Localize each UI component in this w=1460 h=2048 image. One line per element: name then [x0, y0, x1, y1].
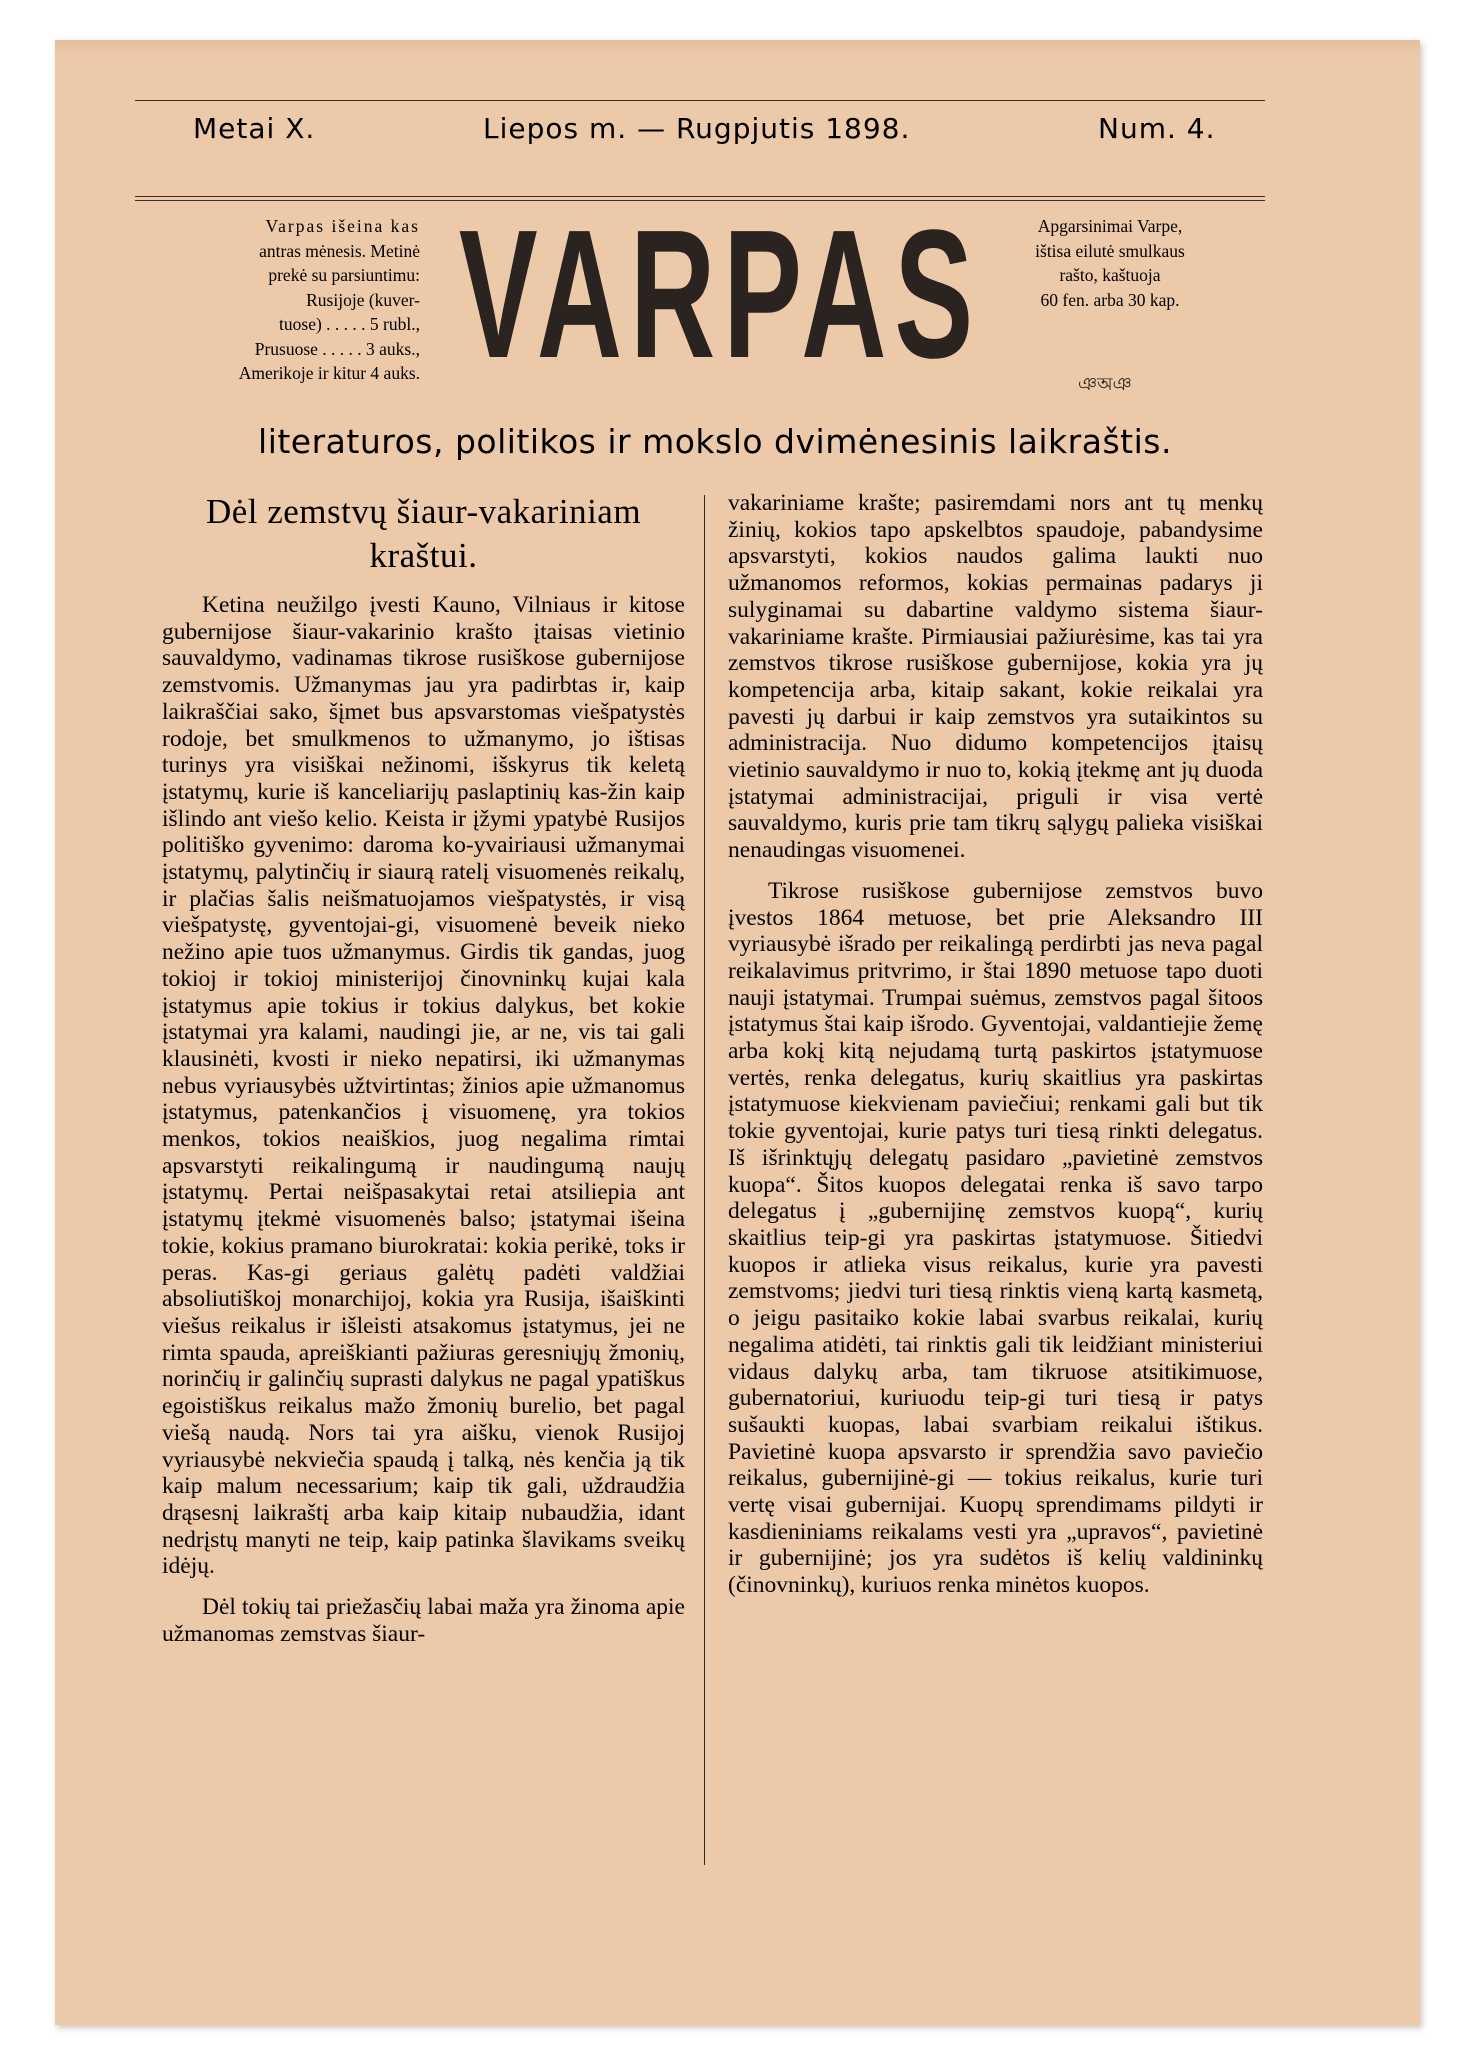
- header-rule-top: [135, 100, 1265, 101]
- newspaper-title: [450, 192, 990, 398]
- subscription-line: Rusijoje (kuver-: [306, 289, 420, 310]
- column-divider: [704, 495, 705, 1865]
- article-paragraph: Tikrose rusiškose gubernijose zemstvos buvo įvestos 1864 metuose, bet prie Aleksandro III vyriausybė išrado per reikalingą perdirbti jas neva pagal reikalavimus pritvrimo, ir štai 1890 metuose tapo duoti nauji įstatymai. Trumpai suėmus, zemstvos pagal šitoos įstatymus štai kaip išrodo. Gyventojai, valdantiejie žemę arba kokį kitą nejudamą turtą paskirtos įstatymuose vertės, renka delegatus, kurių skaitlius yra paskirtas įstatymuose kiekvienam paviečiui; renkami gali but tik tokie gyventojai, kurie patys turi tiesą rinkti delegatus. Iš išrinktųjų delegatų pasidaro „pavietinė zemstvos kuopa“. Šitos kuopos delegatai renka iš savo tarpo delegatus į „gubernijinę zemstvos kuopą“, kurių skaitlius teip-gi yra paskirtas įstatymuose. Šitiedvi kuopos ir atlieka visus reikalus, kurie yra pavesti zemstvoms; jiedvi turi tiesą rinktis vieną kartą kasmetą, o jeigu pasitaiko kokie labai svarbus reikalai, kurių negalima atidėti, tai rinktis gali tik leidžiant ministeriui vidaus dalykų arba, tam tikruose atsitikimuose, gubernatoriui, kuriuodu teip-gi turi tiesą ir patys sušaukti kuopas, labai svarbiam reikalui ištikus. Pavietinė kuopa apsvarsto ir sprendžia savo paviečio reikalus, gubernijinė-gi — tokius reikalus, kurie turi vertę visai gubernijai. Kuopų sprendimams pildyti ir kasdieniniams reikalams vesti yra „upravos“, pavietinė ir gubernijinė; jos yra sudėtos iš kelių valdininkų (činovninkų), kuriuos renka minėtos kuopos.: [728, 877, 1263, 1599]
- article-column-left: [162, 490, 685, 1647]
- masthead-number: Num. 4.: [1098, 112, 1216, 145]
- masthead-date: Liepos m. — Rugpjutis 1898.: [483, 112, 911, 145]
- article-paragraph: Ketina neužilgo įvesti Kauno, Vilniaus ir kitose gubernijose šiaur-vakarinio krašto įtaisas vietinio sauvaldymo, vadinamas tikrose rusiškose gubernijose zemstvomis. Užmanymas jau yra padirbtas ir, kaip laikraščiai sako, šįmet bus apsvarstomas viešpatystės rodoje, bet smulkmenos to užmanymo, jo ištisas turinys yra visiškai nežinomi, išskyrus tik keletą įstatymų, kurie iš kanceliarijų paslaptinių kas-žin kaip išlindo ant viešo kelio. Keista ir įžymi ypatybė Rusijos politiško gyvenimo: daroma ko-yvairiausi užmanymai įstatymų, palytinčių ir siaurą ratelį visuomenės reikalų, ir plačias šalis neišmatuojamos viešpatystės, ir visą viešpatystę, gyventojai-gi, visuomenė beveik nieko nežino apie tuos užmanymus. Girdis tik gandas, juog tokioj ir tokioj ministerijoj činovninkų kujai kala įstatymus apie tokius ir tokius dalykus, bet kokie įstatymai yra kalami, naudingi jie, ar ne, vis tai gali klausinėti, kvosti ir nieko nepatirsi, iki užmanymas nebus vyriausybės užtvirtintas; žinios apie užmanomus įstatymus, patenkančios į visuomenę, yra tokios menkos, tokios neaiškios, juog negalima rimtai apsvarstyti reikalingumą ir naudingumą naujų įstatymų. Pertai neišpasakytai retai atsiliepia ant įstatymų įtekmė visuomenės balso; įstatymai išeina tokie, kokius pramano biurokratai: kokia perikė, toks ir peras. Kas-gi geriaus galėtų padėti valdžiai absoliutiškoj monarchijoj, kokia yra Rusija, išaiškinti viešus reikalus ir išleisti atsakomus įstatymus, jei ne rimta spauda, apreiškianti pažiuras geresniųjų žmonių, norinčių ir galinčių suprasti dalykus ne pagal ypatiškus egoistiškus reikalus mažo žmonių burelio, bet pagal viešą naudą. Nors tai yra aišku, vienok Rusijoj vyriausybė nekviečia spaudą į talką, nės kenčia ją tik kaip malum necessarium; kaip tik gali, uždraudžia drąsesnį laikraštį arba kaip kitaip nubaudžia, idant nedrįstų manyti ne teip, kaip patinka šlavikams sveikų idėjų.: [162, 592, 685, 1580]
- advertising-line: rašto, kaštuoja: [1059, 265, 1161, 285]
- subscription-line: Amerikoje ir kitur 4 auks.: [238, 363, 420, 383]
- article-heading: Dėl zemstvų šiaur-vakariniam kraštui.: [205, 492, 642, 575]
- masthead-row: [135, 112, 1265, 162]
- subscription-line: Prusuose . . . . . 3 auks.,: [254, 338, 420, 359]
- tagline: literaturos, politikos ir mokslo dvimėnesinis laikraštis.: [258, 422, 1172, 461]
- advertising-line: ištisa eilutė smulkaus: [1035, 240, 1185, 261]
- masthead-year: Metai X.: [193, 112, 316, 145]
- subscription-info: [120, 214, 420, 386]
- ornament-icon: ঞঅঞ: [1078, 374, 1132, 395]
- advertising-line: Apgarsinimai Varpe,: [1037, 216, 1183, 236]
- advertising-line: 60 fen. arba 30 kap.: [1040, 289, 1180, 310]
- article-column-right: [728, 490, 1263, 1599]
- subscription-line: antras mėnesis. Metinė: [259, 240, 420, 261]
- article-paragraph: Dėl tokių tai priežasčių labai maža yra žinoma apie užmanomas zemstvas šiaur-: [162, 1594, 685, 1647]
- subscription-line: Varpas išeina kas: [265, 216, 420, 236]
- subscription-line: prekė su parsiuntimu:: [268, 265, 420, 285]
- advertising-info: [960, 214, 1260, 312]
- subscription-line: tuose) . . . . . 5 rubl.,: [279, 314, 420, 334]
- article-paragraph: vakariniame krašte; pasiremdami nors ant tų menkų žinių, kokios tapo apskelbtos spaudoje, pabandysime apsvarstyti, kokios naudos galima laukti nuo užmanomos reformos, kokias permainas padarys ji sulyginamai su dabartine valdymo sistema šiaur-vakariniame krašte. Pirmiausiai pažiurėsime, kas tai yra zemstvos tikrose rusiškose gubernijose, kokia yra jų kompetencija arba, kitaip sakant, kokie reikalai yra pavesti jų darbui ir kaip zemstvos yra sutaikintos su administracija. Nuo didumo kompetencijos įtaisų vietinio sauvaldymo ir nuo to, kokią įtekmę ant jų duoda įstatymai administracijai, priguli ir visa vertė sauvaldymo, kuris prie tam tikrų sąlygų palieka visiškai nenaudingas visuomenei.: [728, 490, 1263, 864]
- title-text: VARPAS: [458, 192, 982, 398]
